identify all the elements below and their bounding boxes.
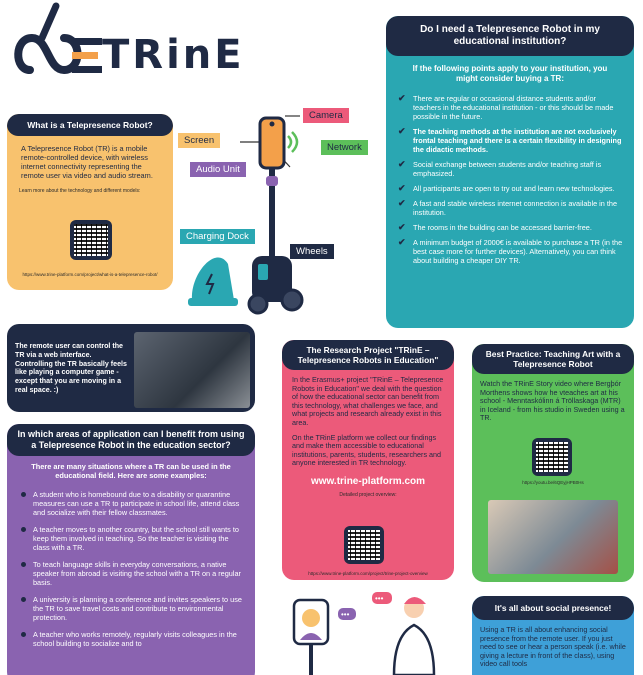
check-icon: ✔	[398, 198, 406, 208]
svg-text:•••: •••	[341, 610, 350, 619]
check-icon: ✔	[398, 183, 406, 193]
best-practice-video-url[interactable]: https://youtu.be/6QEyjHPB0Hs	[522, 480, 584, 485]
research-project-card	[282, 340, 454, 580]
best-practice-title: Best Practice: Teaching Art with a Telepresence Robot	[472, 344, 634, 374]
social-presence-card	[472, 596, 634, 675]
list-item: A teacher who works remotely, regularly visits colleagues in the school building to socialize and to	[21, 630, 245, 648]
people-illustration	[286, 584, 452, 675]
social-presence-title: It's all about social presence!	[472, 596, 634, 620]
remote-control-card	[7, 324, 255, 412]
what-is-title: What is a Telepresence Robot?	[7, 114, 173, 136]
check-icon: ✔	[398, 222, 406, 232]
list-item: ✔ Social exchange between students and/or teaching staff is emphasized.	[398, 159, 602, 178]
list-item: To teach language skills in everyday conversations, a native speaker from abroad is visiting the school with a TR on a regular basis.	[21, 560, 245, 587]
qr-code-icon[interactable]	[344, 526, 384, 564]
best-practice-body: Watch the TRinE Story video where Bergþór Morthens shows how he vteaches art at his school - Menntaskólinn á Tröllaskaga (MTR) in Iceland - from his studio in Sweden using a TR.	[480, 379, 625, 423]
remote-control-text: The remote user can control the TR via a web interface. Controlling the TR basically feels like playing a computer game - except that you are moving in a real space. :)	[15, 342, 127, 394]
application-areas-title: In which areas of application can I benefit from using a Telepresence Robot in the education sector?	[7, 424, 255, 456]
label-screen: Screen	[178, 133, 220, 148]
list-item: A student who is homebound due to a disability or quarantine measures can use a TR to participate in school life, attend class and socialize with their fellow classmates.	[21, 490, 245, 517]
what-is-body: A Telepresence Robot (TR) is a mobile remote-controlled device, with wireless internet connectivity representing the remote user via video and audio stream.	[21, 144, 153, 180]
list-item: ✔ All participants are open to try out and learn new technologies.	[398, 183, 615, 193]
what-is-card	[7, 114, 173, 290]
research-project-paragraph-2: On the TRinE platform we collect our findings and make them accessible to educational institutions, parents, students, researchers and anyone interested in TR technology.	[292, 432, 442, 468]
project-overview-label: Detailed project overview:	[339, 491, 397, 498]
project-overview-url[interactable]: https://www.trine-platform.com/project/trine-project-overview	[308, 571, 428, 576]
social-presence-body: Using a TR is all about enhancing social presence from the remote user. If you just need to see or hear a person speak (i.e. while giving a lecture in front of the class), using video call tools	[480, 625, 626, 669]
web-interface-screenshot	[134, 332, 250, 408]
label-charging-dock: Charging Dock	[180, 229, 255, 244]
application-areas-intro: There are many situations where a TR can be used in the educational field. Here are some examples:	[31, 462, 231, 480]
check-icon: ✔	[398, 237, 406, 247]
list-item: ✔ The rooms in the building can be accessed barrier-free.	[398, 222, 592, 232]
label-camera: Camera	[303, 108, 349, 123]
research-project-paragraph-1: In the Erasmus+ project "TRinE – Telepresence Robots in Education" we deal with the question of how the educational sector can benefit from this technology, what challenges we face, and what projects and research already exist in this area.	[292, 375, 444, 427]
svg-text:•••: •••	[375, 594, 384, 603]
best-practice-card	[472, 344, 634, 582]
list-item: A university is planning a conference and invites speakers to use the TR to save travel costs and contribute to environmental protection.	[21, 595, 245, 622]
bullet-icon	[21, 632, 26, 637]
platform-link[interactable]: www.trine-platform.com	[310, 475, 426, 487]
qr-code-icon[interactable]	[70, 220, 112, 260]
bullet-icon	[21, 562, 26, 567]
list-item: ✔ The teaching methods at the institution are not exclusively frontal teaching and there is a certain flexibility in designing the didactic methods.	[398, 126, 622, 154]
need-robot-intro: If the following points apply to your institution, you might consider buying a TR:	[412, 64, 608, 83]
list-item: ✔ There are regular or occasional distance students and/or teachers in the educational institution - or this should be made possible in the future.	[398, 93, 614, 121]
bullet-icon	[21, 492, 26, 497]
what-is-learn-more: Learn more about the technology and different models:	[19, 188, 141, 194]
logo-wordmark: TRinE	[102, 32, 245, 78]
robot-illustration	[180, 104, 330, 320]
check-icon: ✔	[398, 159, 406, 169]
need-robot-list	[386, 94, 634, 265]
need-robot-card	[386, 16, 634, 328]
bullet-icon	[21, 527, 26, 532]
label-network: Network	[321, 140, 368, 155]
check-icon: ✔	[398, 93, 406, 103]
label-audio-unit: Audio Unit	[190, 162, 246, 177]
check-icon: ✔	[398, 126, 406, 136]
list-item: ✔ A minimum budget of 2000€ is available to purchase a TR (in the best case more for further devices). Alternatively, you can think about building a cheaper DIY TR.	[398, 237, 623, 265]
list-item: ✔ A fast and stable wireless internet connection is available in the institution.	[398, 198, 618, 217]
research-project-title: The Research Project "TRinE – Telepresence Robots in Education"	[282, 340, 454, 370]
art-class-photo	[488, 500, 618, 574]
list-item: A teacher moves to another country, but the school still wants to keep them involved in teaching. So the teacher is visiting the class with a TR.	[21, 525, 245, 552]
qr-code-icon[interactable]	[532, 438, 572, 476]
what-is-url[interactable]: https://www.trine-platform.com/project/what-is-a-telepresence-robot/	[22, 272, 158, 277]
application-areas-card	[7, 424, 255, 675]
label-wheels: Wheels	[290, 244, 334, 259]
need-robot-title: Do I need a Telepresence Robot in my educational institution?	[386, 16, 634, 56]
application-areas-list	[7, 490, 255, 648]
bullet-icon	[21, 597, 26, 602]
